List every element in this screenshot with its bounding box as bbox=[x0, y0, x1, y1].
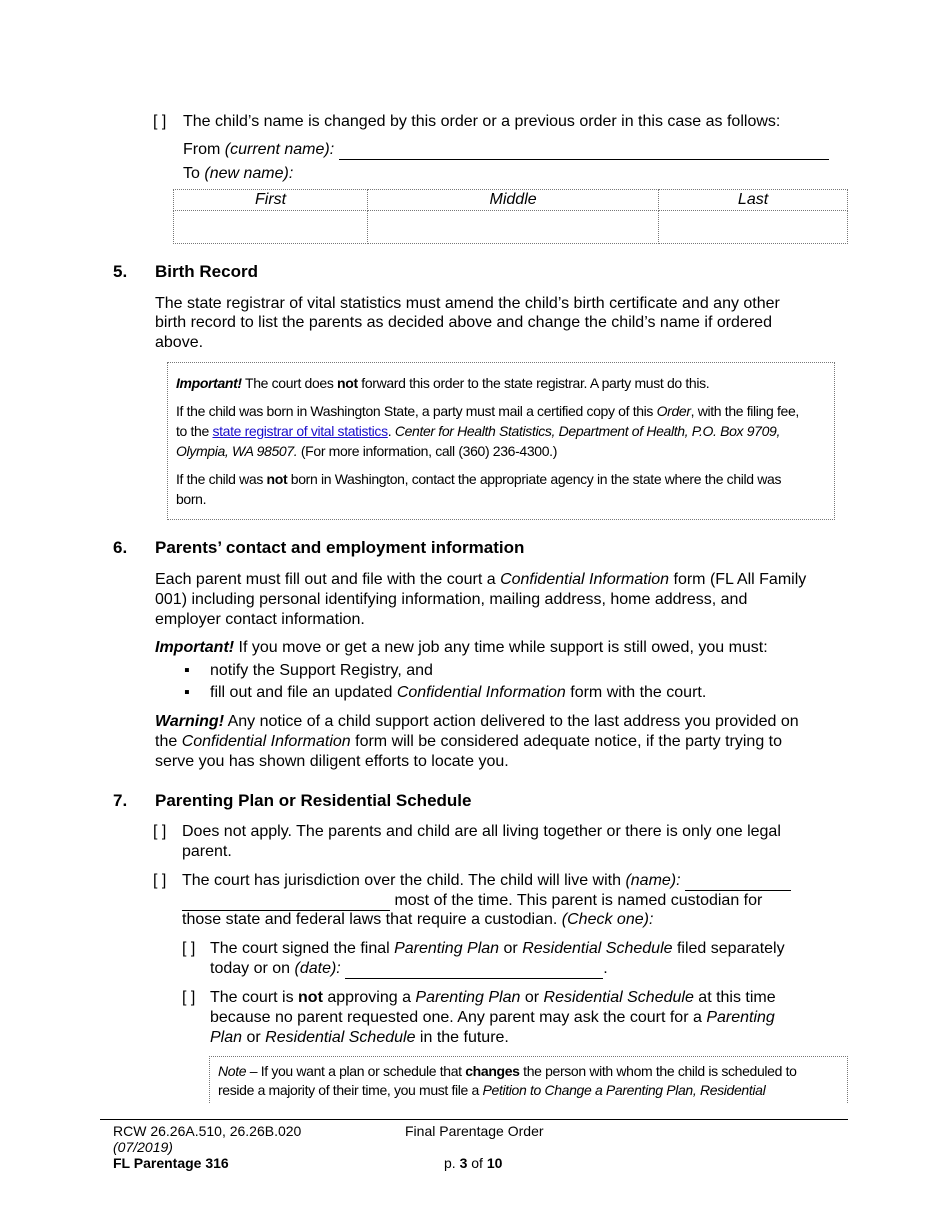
middle-name-cell[interactable] bbox=[368, 211, 659, 244]
text-run: Parenting Plan bbox=[415, 989, 521, 1006]
sub-option-text bbox=[210, 988, 776, 1008]
bullet-item bbox=[210, 683, 706, 703]
s5-para: above. bbox=[155, 334, 204, 351]
box-line bbox=[176, 373, 709, 393]
text-run: to the bbox=[176, 423, 213, 439]
s6-warning bbox=[155, 712, 799, 732]
bullet-item: notify the Support Registry, and bbox=[210, 662, 433, 679]
text-run: Note bbox=[218, 1063, 247, 1079]
note-line bbox=[218, 1080, 765, 1100]
text-run: at this time bbox=[693, 989, 776, 1006]
note-line bbox=[218, 1061, 797, 1081]
text-run: reside a majority of their time, you must file a bbox=[218, 1082, 483, 1098]
option-text: parent. bbox=[182, 843, 232, 860]
text-run: 10 bbox=[486, 1155, 503, 1171]
s6-para: 001) including personal identifying information, mailing address, home address, and bbox=[155, 591, 748, 608]
text-run: Olympia, WA 98507. bbox=[176, 443, 298, 459]
s5-para: The state registrar of vital statistics must amend the child’s birth certificate and any other bbox=[155, 295, 780, 312]
custodian-name-field-cont[interactable] bbox=[182, 893, 390, 911]
section-5-title: Birth Record bbox=[155, 262, 258, 281]
text-run: those state and federal laws that require a custodian. bbox=[182, 911, 562, 928]
bullet-icon: ▪ bbox=[184, 662, 190, 679]
text-run: Petition to Change a Parenting Plan, Residential bbox=[482, 1082, 766, 1098]
to-line bbox=[183, 164, 293, 184]
text-run: . bbox=[603, 960, 608, 977]
box-line: born. bbox=[176, 491, 207, 507]
s6-para bbox=[155, 570, 806, 590]
jurisdiction-checkbox[interactable]: [ ] bbox=[153, 872, 167, 889]
text-run: approving a bbox=[322, 989, 416, 1006]
text-run: not bbox=[266, 471, 288, 487]
text-run: fill out and file an updated bbox=[210, 684, 397, 701]
current-name-field[interactable] bbox=[339, 141, 829, 160]
new-name-table bbox=[173, 189, 848, 244]
text-run: Plan bbox=[210, 1029, 243, 1046]
text-run: , with the filing fee, bbox=[690, 403, 799, 419]
option-text bbox=[182, 910, 653, 930]
text-run: Warning! bbox=[155, 713, 225, 730]
text-run: Residential Schedule bbox=[522, 940, 673, 957]
text-run: Each parent must fill out and file with the court a bbox=[155, 571, 501, 588]
signed-plan-checkbox[interactable]: [ ] bbox=[182, 940, 196, 957]
text-run: changes bbox=[465, 1063, 520, 1079]
text-run: Center for Health Statistics, Department of Health, P.O. Box 9709, bbox=[394, 423, 781, 439]
text-run: forward this order to the state registrar. A party must do this. bbox=[357, 375, 710, 391]
text-run: the person with whom the child is scheduled to bbox=[519, 1063, 797, 1079]
box-line bbox=[176, 421, 780, 441]
text-run: p. bbox=[444, 1155, 460, 1171]
s5-para: birth record to list the parents as decided above and change the child’s name if ordered bbox=[155, 314, 772, 331]
text-run: Residential Schedule bbox=[543, 989, 694, 1006]
text-run: If the child was born in Washington State, a party must mail a certified copy of this bbox=[176, 403, 657, 419]
text-run: The court signed the final bbox=[210, 940, 395, 957]
date-field[interactable] bbox=[345, 961, 603, 979]
text-run: Parenting Plan bbox=[394, 940, 500, 957]
option-text bbox=[182, 891, 762, 911]
col-middle: Middle bbox=[368, 190, 659, 211]
option-text: Does not apply. The parents and child are all living together or there is only one legal bbox=[182, 823, 781, 840]
text-run: The court is bbox=[210, 989, 299, 1006]
text-run: most of the time. This parent is named custodian for bbox=[390, 892, 763, 909]
text-run: form (FL All Family bbox=[669, 571, 807, 588]
text-run: Residential Schedule bbox=[265, 1029, 416, 1046]
col-last: Last bbox=[659, 190, 848, 211]
text-run: in the future. bbox=[415, 1029, 509, 1046]
text-run: Any notice of a child support action delivered to the last address you provided on bbox=[224, 713, 799, 730]
name-change-text: The child’s name is changed by this order or a previous order in this case as follows: bbox=[183, 113, 781, 130]
sub-option-text bbox=[210, 939, 785, 959]
sub-option-text bbox=[210, 1028, 509, 1048]
s6-warning bbox=[155, 732, 782, 752]
section-5-number: 5. bbox=[113, 262, 128, 281]
footer-page-number bbox=[444, 1155, 502, 1171]
sub-option-text bbox=[210, 1008, 775, 1028]
footer-title: Final Parentage Order bbox=[405, 1123, 544, 1139]
text-run: If you move or get a new job any time while support is still owed, you must: bbox=[234, 639, 768, 656]
custodian-name-field[interactable] bbox=[685, 873, 791, 891]
text-run: or bbox=[520, 989, 544, 1006]
text-run: filed separately bbox=[672, 940, 785, 957]
s6-warning: serve you has shown diligent efforts to locate you. bbox=[155, 753, 509, 770]
section-6-number: 6. bbox=[113, 538, 128, 557]
footer-form-id: FL Parentage 316 bbox=[113, 1155, 229, 1171]
text-run: (name): bbox=[625, 872, 681, 889]
text-run: Parenting bbox=[706, 1009, 775, 1026]
text-run: not bbox=[337, 375, 358, 391]
col-first: First bbox=[174, 190, 368, 211]
text-run: the bbox=[155, 733, 182, 750]
s6-para: employer contact information. bbox=[155, 611, 365, 628]
footer-date: (07/2019) bbox=[113, 1139, 173, 1155]
first-name-cell[interactable] bbox=[174, 211, 368, 244]
text-run: If the child was bbox=[176, 471, 267, 487]
text-run: form will be considered adequate notice, if the party trying to bbox=[350, 733, 783, 750]
last-name-cell[interactable] bbox=[659, 211, 848, 244]
box-line bbox=[176, 441, 557, 461]
s6-important bbox=[155, 638, 768, 658]
section-7-number: 7. bbox=[113, 791, 128, 810]
section-7-title: Parenting Plan or Residential Schedule bbox=[155, 791, 472, 810]
text-run: of bbox=[467, 1155, 487, 1171]
text-run: The court does bbox=[245, 375, 338, 391]
text-run: Confidential Information bbox=[181, 733, 351, 750]
text-run: born in Washington, contact the appropriate agency in the state where the child was bbox=[287, 471, 782, 487]
text-run: Important! bbox=[155, 639, 235, 656]
does-not-apply-checkbox[interactable]: [ ] bbox=[153, 823, 167, 840]
text-run: or bbox=[242, 1029, 266, 1046]
text-run: Confidential Information bbox=[500, 571, 670, 588]
text-run: because no parent requested one. Any parent may ask the court for a bbox=[210, 1009, 707, 1026]
footer-divider bbox=[100, 1119, 848, 1120]
text-run: or bbox=[499, 940, 523, 957]
text-run: Confidential Information bbox=[396, 684, 566, 701]
footer-rcw: RCW 26.26A.510, 26.26B.020 bbox=[113, 1123, 302, 1139]
from-label: From bbox=[183, 141, 221, 158]
text-run: 3 bbox=[459, 1155, 468, 1171]
bullet-icon: ▪ bbox=[184, 684, 190, 701]
to-hint: (new name): bbox=[204, 165, 294, 182]
text-run: not bbox=[298, 989, 323, 1006]
text-run: (date): bbox=[294, 960, 341, 977]
text-run: – If you want a plan or schedule that bbox=[246, 1063, 466, 1079]
to-label: To bbox=[183, 165, 200, 182]
state-registrar-link[interactable]: state registrar of vital statistics bbox=[212, 423, 388, 439]
section-6-title: Parents’ contact and employment information bbox=[155, 538, 525, 557]
name-change-checkbox[interactable]: [ ] bbox=[153, 113, 167, 130]
text-run: The court has jurisdiction over the child. The child will live with bbox=[182, 872, 626, 889]
text-run: Order bbox=[656, 403, 691, 419]
text-run: Important! bbox=[176, 375, 242, 391]
text-run: (Check one): bbox=[561, 911, 654, 928]
text-run: . bbox=[387, 423, 395, 439]
box-line bbox=[176, 401, 799, 421]
from-line bbox=[183, 140, 829, 160]
text-run: form with the court. bbox=[565, 684, 707, 701]
from-hint: (current name): bbox=[224, 141, 335, 158]
not-approving-checkbox[interactable]: [ ] bbox=[182, 989, 196, 1006]
sub-option-text bbox=[210, 959, 608, 979]
box-line bbox=[176, 469, 781, 489]
option-text bbox=[182, 871, 791, 891]
text-run: (For more information, call (360) 236-4300.) bbox=[297, 443, 558, 459]
text-run: today or on bbox=[210, 960, 295, 977]
